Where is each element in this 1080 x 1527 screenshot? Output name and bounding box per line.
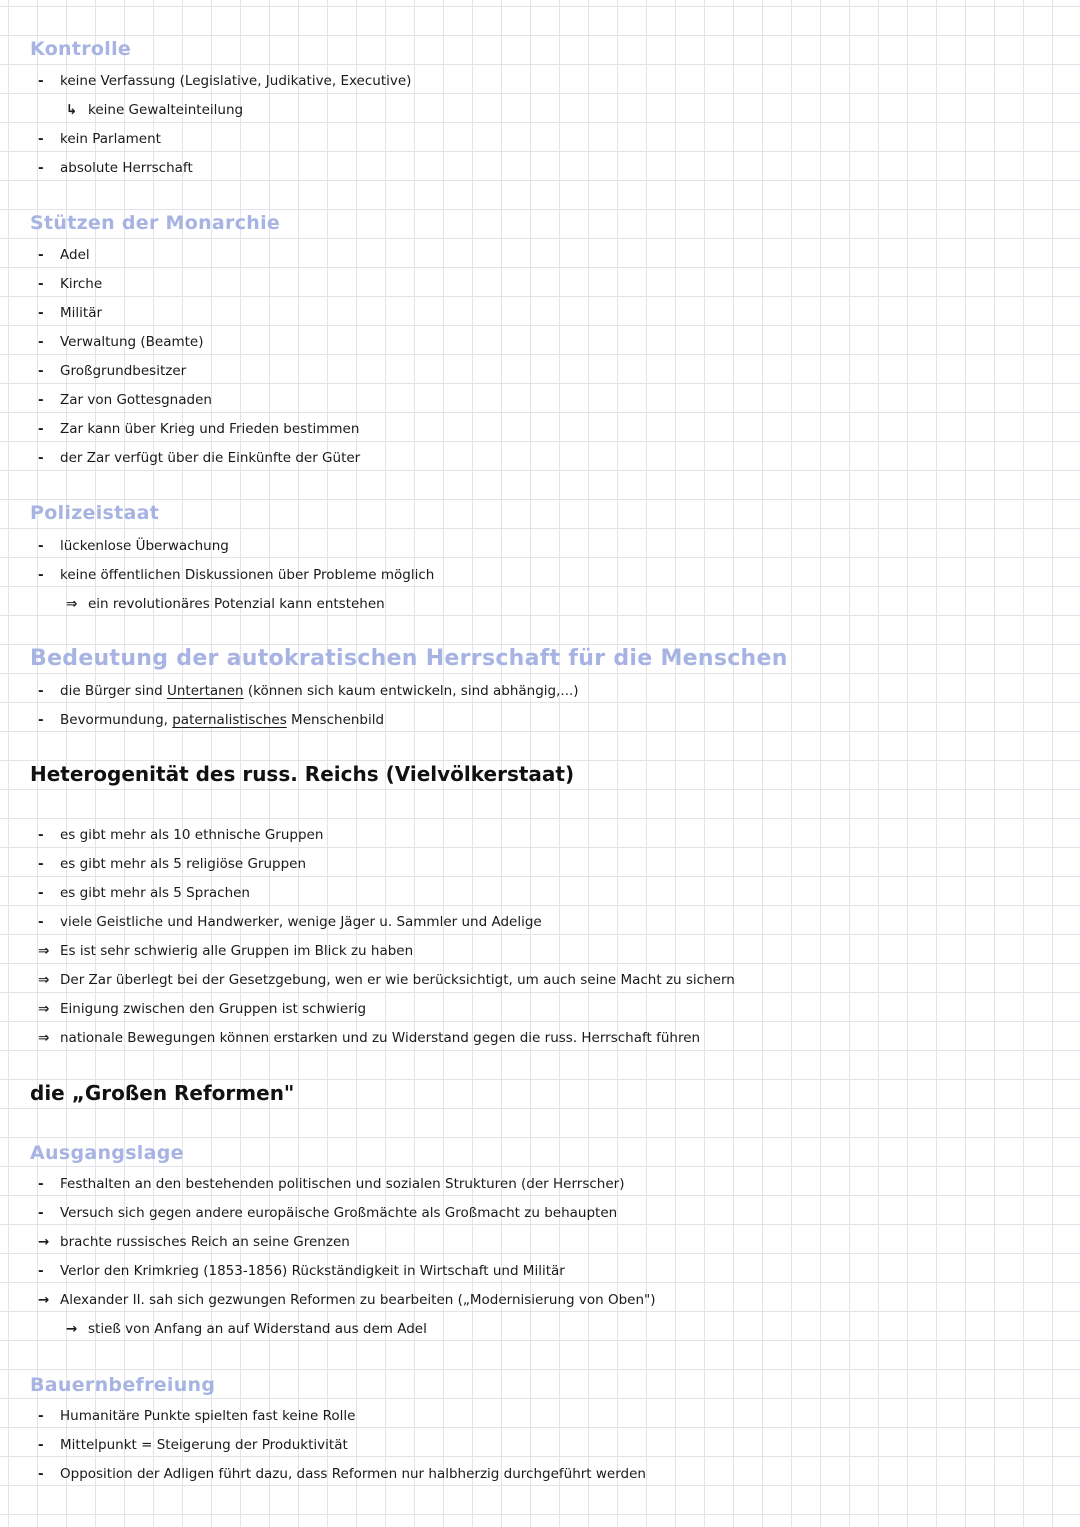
heading-bauernbefreiung: Bauernbefreiung <box>30 1374 216 1396</box>
list-item <box>38 566 434 584</box>
list-item-text: Bevormundung, <box>60 712 168 728</box>
list-item <box>38 826 323 844</box>
list-item-text: Kirche <box>60 276 103 292</box>
list-item-text: stieß von Anfang an auf Widerstand aus dem Adel <box>88 1321 427 1337</box>
right-arrow-icon: → <box>38 1234 50 1250</box>
list-item <box>38 449 360 467</box>
list-item <box>38 1465 646 1483</box>
list-item <box>38 1262 565 1280</box>
list-item-text: ein revolutionäres Potenzial kann entstehen <box>88 596 385 612</box>
list-item-text: Einigung zwischen den Gruppen ist schwierig <box>60 1001 367 1017</box>
list-item-text: Alexander II. sah sich gezwungen Reformen zu bearbeiten („Modernisierung von Oben") <box>60 1292 656 1308</box>
bullet-dash: - <box>38 567 44 583</box>
list-item <box>38 1029 700 1047</box>
bullet-dash: - <box>38 131 44 147</box>
list-item-text: Großgrundbesitzer <box>60 363 187 379</box>
bullet-dash: - <box>38 856 44 872</box>
list-item-text: es gibt mehr als 5 religiöse Gruppen <box>60 856 307 872</box>
bullet-dash: - <box>38 827 44 843</box>
bullet-dash: - <box>38 160 44 176</box>
list-item-text: Zar von Gottesgnaden <box>60 392 212 408</box>
heading-heterogenitaet: Heterogenität des russ. Reichs (Vielvölkerstaat) <box>30 762 575 786</box>
list-item-text: brachte russisches Reich an seine Grenzen <box>60 1234 350 1250</box>
heading-bedeutung: Bedeutung der autokratischen Herrschaft für die Menschen <box>30 646 788 671</box>
bullet-dash: - <box>38 334 44 350</box>
list-item <box>38 391 212 409</box>
bullet-dash: - <box>38 305 44 321</box>
list-item-text: die Bürger sind <box>60 683 163 699</box>
list-item <box>38 72 411 90</box>
list-item-text: Verlor den Krimkrieg (1853-1856) Rückständigkeit in Wirtschaft und Militär <box>60 1263 565 1279</box>
list-item <box>38 711 384 729</box>
list-item-text: (können sich kaum entwickeln, sind abhängig,...) <box>247 683 579 699</box>
bullet-dash: - <box>38 1466 44 1482</box>
bullet-dash: - <box>38 1437 44 1453</box>
list-item <box>66 101 243 119</box>
list-item-text: Festhalten an den bestehenden politischen und sozialen Strukturen (der Herrscher) <box>60 1176 625 1192</box>
list-item <box>38 1233 350 1251</box>
bullet-dash: - <box>38 1205 44 1221</box>
bullet-dash: - <box>38 885 44 901</box>
list-item <box>38 1291 656 1309</box>
list-item <box>38 420 359 438</box>
list-item <box>38 304 102 322</box>
list-item <box>38 1436 348 1454</box>
list-item <box>38 537 229 555</box>
list-item-text: Es ist sehr schwierig alle Gruppen im Blick zu haben <box>60 943 414 959</box>
list-item-text: Versuch sich gegen andere europäische Großmächte als Großmacht zu behaupten <box>60 1205 618 1221</box>
list-item-text: Menschenbild <box>291 712 385 728</box>
list-item <box>38 942 413 960</box>
list-item <box>38 362 186 380</box>
list-item-text: der Zar verfügt über die Einkünfte der Güter <box>60 450 361 466</box>
underlined-term: Untertanen <box>166 683 244 699</box>
list-item <box>66 595 385 613</box>
list-item <box>38 855 306 873</box>
list-item-text: es gibt mehr als 10 ethnische Gruppen <box>60 827 324 843</box>
list-item-text: keine Gewalteinteilung <box>88 102 244 118</box>
bullet-dash: - <box>38 683 44 699</box>
list-item-text: absolute Herrschaft <box>60 160 193 176</box>
bullet-dash: - <box>38 450 44 466</box>
bullet-dash: - <box>38 73 44 89</box>
list-item-text: Mittelpunkt = Steigerung der Produktivität <box>60 1437 348 1453</box>
list-item-text: Opposition der Adligen führt dazu, dass Reformen nur halbherzig durchgeführt werden <box>60 1466 646 1482</box>
list-item-text: nationale Bewegungen können erstarken und zu Widerstand gegen die russ. Herrschaft führen <box>60 1030 701 1046</box>
list-item <box>38 682 579 700</box>
implies-arrow-icon: ⇒ <box>38 943 50 959</box>
bullet-dash: - <box>38 914 44 930</box>
list-item <box>38 1000 366 1018</box>
list-item-text: keine Verfassung (Legislative, Judikative, Executive) <box>60 73 412 89</box>
bullet-dash: - <box>38 538 44 554</box>
heading-grosse-reformen: die „Großen Reformen" <box>30 1081 295 1105</box>
heading-kontrolle: Kontrolle <box>30 38 132 60</box>
list-item <box>38 884 250 902</box>
list-item-text: Verwaltung (Beamte) <box>60 334 204 350</box>
implies-arrow-icon: ⇒ <box>66 596 78 612</box>
right-arrow-icon: → <box>66 1321 78 1337</box>
list-item-text: es gibt mehr als 5 Sprachen <box>60 885 250 901</box>
list-item-text: keine öffentlichen Diskussionen über Probleme möglich <box>60 567 435 583</box>
list-item <box>38 130 161 148</box>
bullet-dash: - <box>38 1176 44 1192</box>
list-item-text: Adel <box>60 247 90 263</box>
hook-arrow-icon: ↳ <box>66 102 78 118</box>
implies-arrow-icon: ⇒ <box>38 1030 50 1046</box>
list-item-text: lückenlose Überwachung <box>60 538 229 554</box>
list-item-text: Militär <box>60 305 103 321</box>
bullet-dash: - <box>38 247 44 263</box>
list-item <box>38 1204 617 1222</box>
list-item <box>38 246 90 264</box>
bullet-dash: - <box>38 363 44 379</box>
bullet-dash: - <box>38 392 44 408</box>
heading-polizeistaat: Polizeistaat <box>30 502 160 524</box>
implies-arrow-icon: ⇒ <box>38 1001 50 1017</box>
list-item-text: viele Geistliche und Handwerker, wenige Jäger u. Sammler und Adelige <box>60 914 542 930</box>
bullet-dash: - <box>38 276 44 292</box>
bullet-dash: - <box>38 712 44 728</box>
list-item <box>38 275 102 293</box>
list-item <box>38 333 204 351</box>
bullet-dash: - <box>38 1263 44 1279</box>
list-item <box>38 1407 355 1425</box>
heading-stuetzen: Stützen der Monarchie <box>30 212 281 234</box>
list-item-text: Zar kann über Krieg und Frieden bestimmen <box>60 421 360 437</box>
implies-arrow-icon: ⇒ <box>38 972 50 988</box>
list-item-text: Humanitäre Punkte spielten fast keine Rolle <box>60 1408 356 1424</box>
heading-ausgangslage: Ausgangslage <box>30 1142 184 1164</box>
list-item <box>38 971 735 989</box>
list-item <box>38 1175 624 1193</box>
list-item <box>38 159 193 177</box>
list-item <box>38 913 542 931</box>
list-item-text: Der Zar überlegt bei der Gesetzgebung, wen er wie berücksichtigt, um auch seine Macht zu sichern <box>60 972 735 988</box>
list-item <box>66 1320 427 1338</box>
list-item-text: kein Parlament <box>60 131 161 147</box>
right-arrow-icon: → <box>38 1292 50 1308</box>
underlined-term: paternalistisches <box>172 712 287 728</box>
bullet-dash: - <box>38 1408 44 1424</box>
bullet-dash: - <box>38 421 44 437</box>
